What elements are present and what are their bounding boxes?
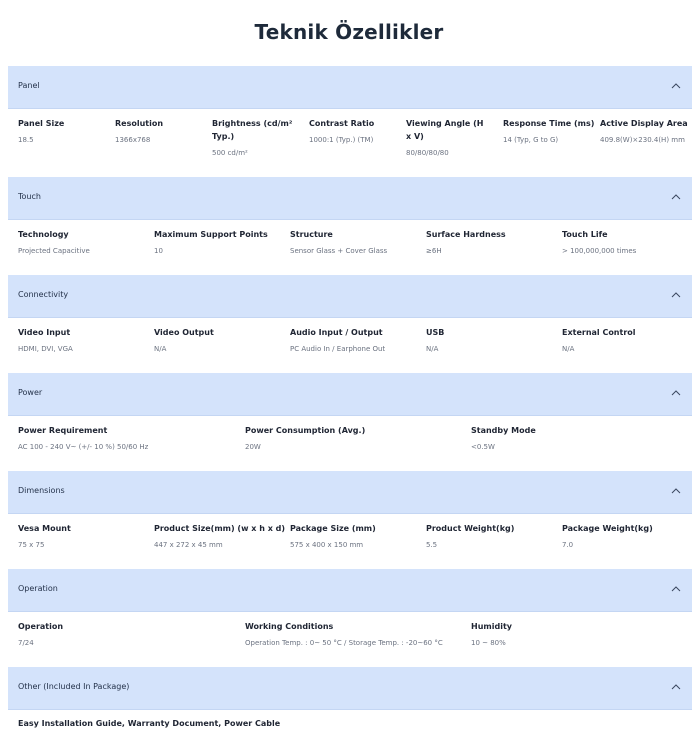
field-value: 5.5 bbox=[426, 541, 438, 549]
section-header-other[interactable] bbox=[8, 667, 692, 710]
field-value: 7.0 bbox=[562, 541, 574, 549]
field-touch-life bbox=[562, 228, 690, 257]
field-label: Contrast Ratio bbox=[309, 119, 375, 128]
field-product-size bbox=[154, 522, 286, 551]
chevron-up-icon[interactable] bbox=[670, 80, 682, 92]
field-value: 10 bbox=[154, 247, 163, 255]
section-title-other: Other (Included In Package) bbox=[18, 682, 130, 691]
field-value: Operation Temp. : 0~ 50 °C / Storage Temp. : -20~60 °C bbox=[245, 639, 443, 647]
field-vesa-mount bbox=[18, 522, 146, 551]
field-value: > 100,000,000 times bbox=[562, 247, 637, 255]
field-label: Response Time (ms) bbox=[503, 119, 595, 128]
field-label: Video Output bbox=[154, 328, 214, 337]
field-label: Technology bbox=[18, 230, 69, 239]
field-brightness bbox=[212, 117, 296, 159]
field-active-display-area bbox=[600, 117, 694, 146]
field-label: Operation bbox=[18, 622, 64, 631]
section-header-dimensions[interactable] bbox=[8, 471, 692, 514]
field-label: Product Size(mm) (w x h x d) bbox=[154, 524, 286, 533]
field-surface-hardness bbox=[426, 228, 554, 257]
field-usb bbox=[426, 326, 554, 355]
section-title-touch: Touch bbox=[18, 192, 41, 201]
field-working-conditions bbox=[245, 620, 469, 649]
field-label: Brightness (cd/m² Typ.) bbox=[212, 119, 293, 141]
chevron-up-icon[interactable] bbox=[670, 583, 682, 595]
field-label: Working Conditions bbox=[245, 622, 334, 631]
field-label: Panel Size bbox=[18, 119, 65, 128]
field-value: 500 cd/m² bbox=[212, 149, 248, 157]
field-operation bbox=[18, 620, 238, 649]
field-value: 447 x 272 x 45 mm bbox=[154, 541, 223, 549]
field-label: External Control bbox=[562, 328, 636, 337]
field-audio-io bbox=[290, 326, 418, 355]
field-resolution bbox=[115, 117, 203, 146]
field-label: Surface Hardness bbox=[426, 230, 506, 239]
field-contrast-ratio bbox=[309, 117, 397, 146]
section-title-dimensions: Dimensions bbox=[18, 486, 65, 495]
field-value: HDMI, DVI, VGA bbox=[18, 345, 73, 353]
field-value: 409.8(W)×230.4(H) mm bbox=[600, 136, 685, 144]
package-contents: Easy Installation Guide, Warranty Document, Power Cable bbox=[18, 719, 281, 728]
page-title: Teknik Özellikler bbox=[254, 20, 444, 44]
field-label: Viewing Angle (H x V) bbox=[406, 119, 484, 141]
field-label: Structure bbox=[290, 230, 333, 239]
field-humidity bbox=[471, 620, 691, 649]
chevron-up-icon[interactable] bbox=[670, 485, 682, 497]
field-value: 7/24 bbox=[18, 639, 34, 647]
field-label: Resolution bbox=[115, 119, 164, 128]
field-label: Standby Mode bbox=[471, 426, 536, 435]
field-label: Humidity bbox=[471, 622, 512, 631]
chevron-up-icon[interactable] bbox=[670, 191, 682, 203]
field-label: Package Weight(kg) bbox=[562, 524, 653, 533]
section-header-panel[interactable] bbox=[8, 66, 692, 109]
field-technology bbox=[18, 228, 146, 257]
field-external-control bbox=[562, 326, 690, 355]
field-label: Touch Life bbox=[562, 230, 608, 239]
field-viewing-angle bbox=[406, 117, 488, 159]
field-value: N/A bbox=[562, 345, 575, 353]
section-header-power[interactable] bbox=[8, 373, 692, 416]
field-value: Sensor Glass + Cover Glass bbox=[290, 247, 388, 255]
field-value: 575 x 400 x 150 mm bbox=[290, 541, 364, 549]
field-value: Projected Capacitive bbox=[18, 247, 90, 255]
section-title-connectivity: Connectivity bbox=[18, 290, 69, 299]
field-standby-mode bbox=[471, 424, 691, 453]
field-value: N/A bbox=[426, 345, 439, 353]
chevron-up-icon[interactable] bbox=[670, 289, 682, 301]
field-package-size bbox=[290, 522, 418, 551]
field-label: Power Requirement bbox=[18, 426, 108, 435]
section-title-power: Power bbox=[18, 388, 43, 397]
field-structure bbox=[290, 228, 418, 257]
section-header-connectivity[interactable] bbox=[8, 275, 692, 318]
field-response-time bbox=[503, 117, 595, 146]
field-value: 75 x 75 bbox=[18, 541, 45, 549]
field-value: N/A bbox=[154, 345, 167, 353]
section-header-operation[interactable] bbox=[8, 569, 692, 612]
field-label: USB bbox=[426, 328, 445, 337]
field-video-output bbox=[154, 326, 282, 355]
field-value: 1000:1 (Typ.) (TM) bbox=[309, 136, 374, 144]
field-product-weight bbox=[426, 522, 554, 551]
section-title-panel: Panel bbox=[18, 81, 40, 90]
field-label: Audio Input / Output bbox=[290, 328, 383, 337]
chevron-up-icon[interactable] bbox=[670, 681, 682, 693]
field-value: 80/80/80/80 bbox=[406, 149, 449, 157]
field-label: Package Size (mm) bbox=[290, 524, 376, 533]
field-panel-size bbox=[18, 117, 106, 146]
field-power-requirement bbox=[18, 424, 238, 453]
field-value: 1366x768 bbox=[115, 136, 151, 144]
field-video-input bbox=[18, 326, 146, 355]
field-value: 14 (Typ, G to G) bbox=[503, 136, 559, 144]
field-label: Active Display Area bbox=[600, 119, 688, 128]
field-label: Video Input bbox=[18, 328, 71, 337]
field-value: <0.5W bbox=[471, 443, 495, 451]
field-value: 18.5 bbox=[18, 136, 34, 144]
field-label: Power Consumption (Avg.) bbox=[245, 426, 366, 435]
field-value: 20W bbox=[245, 443, 261, 451]
field-label: Product Weight(kg) bbox=[426, 524, 515, 533]
field-label: Vesa Mount bbox=[18, 524, 71, 533]
field-value: ≥6H bbox=[426, 247, 442, 255]
section-title-operation: Operation bbox=[18, 584, 58, 593]
field-value: PC Audio In / Earphone Out bbox=[290, 345, 386, 353]
field-package-weight bbox=[562, 522, 690, 551]
section-header-touch[interactable] bbox=[8, 177, 692, 220]
field-value: AC 100 - 240 V~ (+/- 10 %) 50/60 Hz bbox=[18, 443, 149, 451]
field-label: Maximum Support Points bbox=[154, 230, 268, 239]
field-max-support-points bbox=[154, 228, 282, 257]
field-value: 10 ~ 80% bbox=[471, 639, 506, 647]
chevron-up-icon[interactable] bbox=[670, 387, 682, 399]
field-power-consumption bbox=[245, 424, 465, 453]
